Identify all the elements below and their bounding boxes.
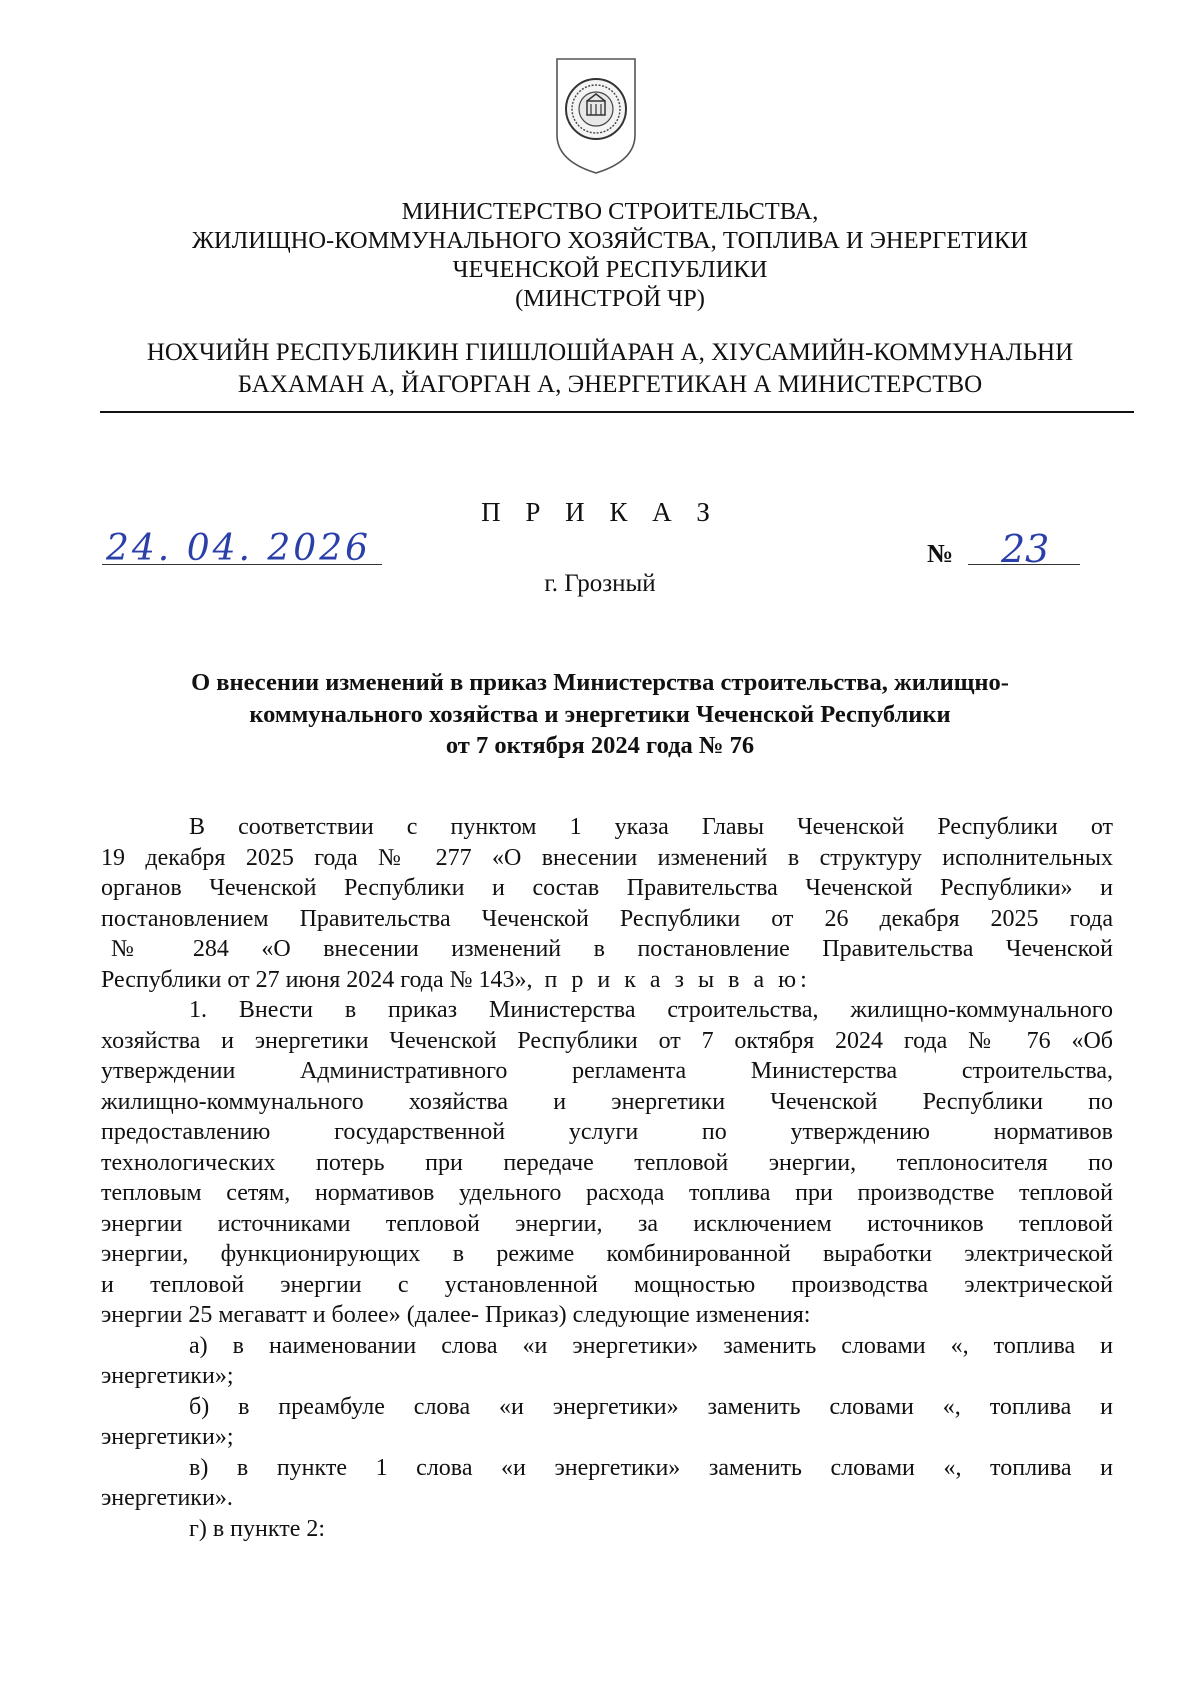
- body-line-with-prikazyvayu: [101, 965, 1113, 996]
- ministry-ru-line: МИНИСТЕРСТВО СТРОИТЕЛЬСТВА,: [401, 198, 819, 225]
- title-line: коммунального хозяйства и энергетики Чеченской Республики: [249, 700, 951, 728]
- ministry-name-ru: [60, 197, 1160, 313]
- order-title: [100, 667, 1100, 762]
- body-line: В соответствии с пунктом 1 указа Главы Чеченской Республики от: [189, 814, 1113, 840]
- coat-of-arms-emblem: [553, 57, 639, 175]
- prikazyvayu-text: п р и к а з ы в а ю:: [544, 966, 811, 993]
- date-underline: [102, 564, 382, 565]
- body-line: 1. Внести в приказ Министерства строительства, жилищно-коммунального: [189, 997, 1113, 1023]
- body-line: постановлением Правительства Чеченской Республики от 26 декабря 2025 года: [101, 905, 1113, 932]
- body-line: предоставлению государственной услуги по утверждению нормативов: [101, 1119, 1113, 1145]
- ministry-ru-line: ЖИЛИЩНО-КОММУНАЛЬНОГО ХОЗЯЙСТВА, ТОПЛИВА И ЭНЕРГЕТИКИ: [191, 227, 1028, 254]
- body-line: и тепловой энергии с установленной мощностью производства электрической: [101, 1271, 1113, 1298]
- body-line: г) в пункте 2:: [189, 1515, 326, 1542]
- order-city: г. Грозный: [544, 570, 656, 597]
- body-line: хозяйства и энергетики Чеченской Республики от 7 октября 2024 года № 76 «Об: [101, 1027, 1113, 1054]
- body-line: утверждении Административного регламента Министерства строительства,: [101, 1058, 1113, 1084]
- ministry-ru-line: (МИНСТРОЙ ЧР): [515, 285, 705, 312]
- body-line: энергии источниками тепловой энергии, за исключением источников тепловой: [101, 1210, 1113, 1237]
- body-line: б) в преамбуле слова «и энергетики» заменить словами «, топлива и: [189, 1393, 1113, 1420]
- body-line: технологических потерь при передаче тепловой энергии, теплоносителя по: [101, 1149, 1113, 1176]
- body-line: энергетики»;: [101, 1424, 234, 1450]
- ministry-ce-line: НОХЧИЙН РЕСПУБЛИКИН ГIИШЛОШЙАРАН А, ХIУСАМИЙН-КОММУНАЛЬНИ: [146, 339, 1074, 366]
- ministry-ce-line: БАХАМАН А, ЙАГОРГАН А, ЭНЕРГЕТИКАН А МИНИСТЕРСТВО: [237, 371, 983, 398]
- body-line-text: Республики от 27 июня 2024 года № 143»,: [101, 966, 533, 993]
- body-line: энергетики».: [101, 1485, 233, 1511]
- body-line: энергии 25 мегаватт и более» (далее- Приказ) следующие изменения:: [101, 1302, 811, 1328]
- number-underline: [968, 564, 1080, 565]
- title-line: от 7 октября 2024 года № 76: [445, 732, 755, 759]
- order-number-label: №: [927, 539, 954, 568]
- title-line: О внесении изменений в приказ Министерства строительства, жилищно-: [191, 669, 1009, 696]
- body-line: органов Чеченской Республики и состав Правительства Чеченской Республики» и: [101, 875, 1113, 901]
- order-body: [101, 812, 1113, 1544]
- order-number-handwritten: 23: [1001, 527, 1050, 571]
- body-line: тепловым сетям, нормативов удельного расхода топлива при производстве тепловой: [101, 1180, 1113, 1206]
- ministry-name-ce: [60, 337, 1160, 401]
- body-line: 19 декабря 2025 года № 277 «О внесении изменений в структуру исполнительных: [101, 844, 1113, 871]
- order-heading: П Р И К А З: [481, 497, 719, 527]
- body-line: энергетики»;: [101, 1363, 234, 1389]
- body-line: а) в наименовании слова «и энергетики» заменить словами «, топлива и: [189, 1332, 1113, 1359]
- order-date-handwritten: 24. 04. 2026: [106, 528, 372, 569]
- header-divider: [100, 411, 1134, 413]
- body-line: № 284 «О внесении изменений в постановление Правительства Чеченской: [111, 936, 1113, 962]
- body-line: в) в пункте 1 слова «и энергетики» заменить словами «, топлива и: [189, 1454, 1113, 1481]
- body-line: жилищно-коммунального хозяйства и энергетики Чеченской Республики по: [101, 1088, 1113, 1115]
- body-line: энергии, функционирующих в режиме комбинированной выработки электрической: [101, 1241, 1113, 1267]
- ministry-ru-line: ЧЕЧЕНСКОЙ РЕСПУБЛИКИ: [452, 256, 768, 283]
